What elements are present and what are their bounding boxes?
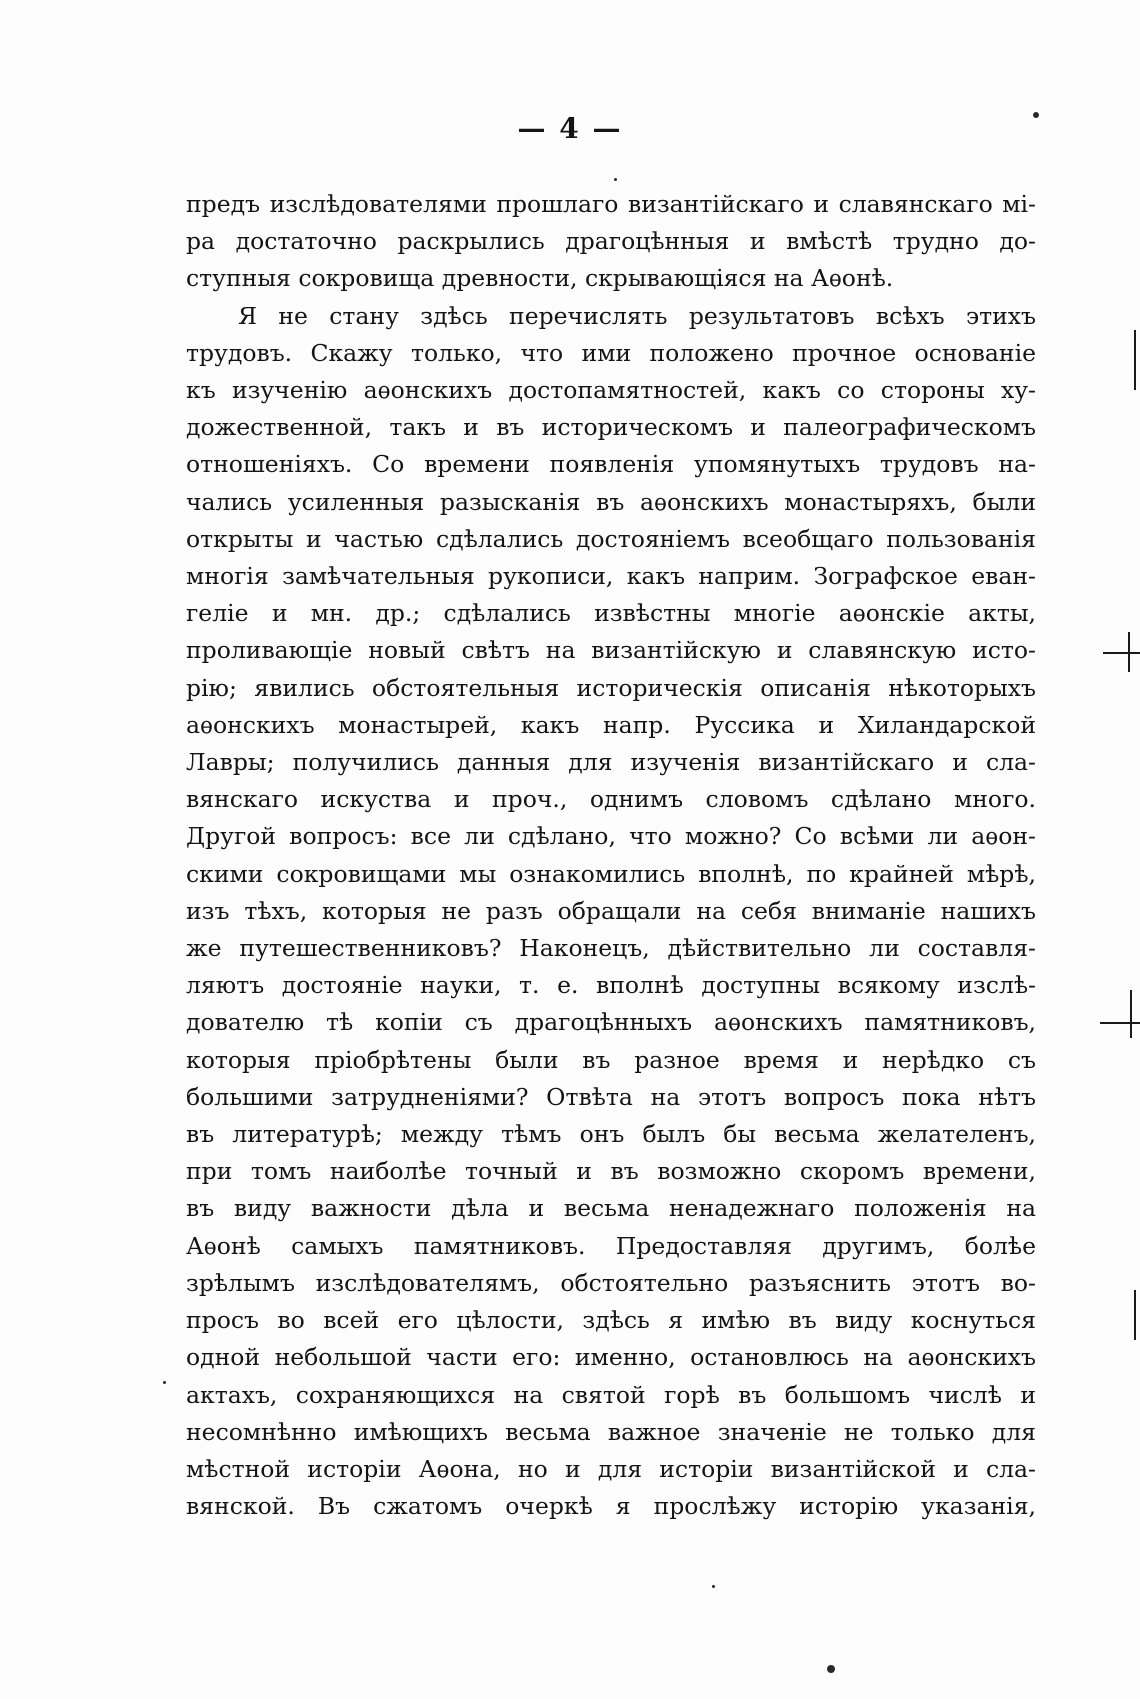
- text-line: предъ изслѣдователями прошлаго византійскаго и славянскаго мі-: [186, 190, 1036, 218]
- text-line: трудовъ. Скажу только, что ими положено прочное основаніе: [186, 338, 1036, 367]
- text-line: въ виду важности дѣла и весьма ненадежнаго положенія на: [186, 1194, 1036, 1223]
- scan-edge-mark: [1134, 330, 1136, 390]
- text-line: изъ тѣхъ, которыя не разъ обращали на себя вниманіе нашихъ: [186, 896, 1036, 925]
- paragraph-2: [186, 298, 1036, 1526]
- text-line: геліе и мн. др.; сдѣлались извѣстны многіе аѳонскіе акты,: [186, 599, 1036, 628]
- scan-edge-mark: [1134, 1290, 1136, 1340]
- text-line: чались усиленныя разысканія въ аѳонскихъ монастыряхъ, были: [186, 487, 1036, 516]
- ink-speck: [1033, 112, 1039, 118]
- text-line: Лавры; получились данныя для изученія византійскаго и сла-: [186, 748, 1036, 777]
- text-line: актахъ, сохраняющихся на святой горѣ въ большомъ числѣ и: [186, 1380, 1036, 1409]
- scan-edge-mark: [1100, 1022, 1140, 1024]
- text-line: открыты и частью сдѣлались достояніемъ всеобщаго пользованія: [186, 524, 1036, 553]
- text-line: проливающіе новый свѣтъ на византійскую и славянскую исто-: [186, 636, 1036, 665]
- paragraph-1: [186, 186, 1036, 298]
- text-line: рію; явились обстоятельныя историческія описанія нѣкоторыхъ: [186, 673, 1036, 702]
- text-line: при томъ наиболѣе точный и въ возможно скоромъ времени,: [186, 1157, 1036, 1186]
- text-line: несомнѣнно имѣющихъ весьма важное значеніе не только для: [186, 1417, 1036, 1446]
- scan-edge-mark: [1128, 632, 1130, 672]
- text-line: дователю тѣ копіи съ драгоцѣнныхъ аѳонскихъ памятниковъ,: [186, 1008, 1036, 1037]
- text-line: дожественной, такъ и въ историческомъ и палеографическомъ: [186, 413, 1036, 442]
- text-line: въ литературѣ; между тѣмъ онъ былъ бы весьма желателенъ,: [186, 1120, 1036, 1149]
- text-line: отношеніяхъ. Со времени появленія упомянутыхъ трудовъ на-: [186, 450, 1036, 479]
- text-line: скими сокровищами мы ознакомились вполнѣ, по крайней мѣрѣ,: [186, 859, 1036, 888]
- text-line: Я не стану здѣсь перечислять результатовъ всѣхъ этихъ: [238, 301, 1036, 330]
- text-line: Аѳонѣ самыхъ памятниковъ. Предоставляя другимъ, болѣе: [186, 1231, 1036, 1260]
- text-line: которыя пріобрѣтены были въ разное время и нерѣдко съ: [186, 1045, 1036, 1074]
- ink-speck: [614, 178, 617, 181]
- text-line: одной небольшой части его: именно, остановлюсь на аѳонскихъ: [186, 1343, 1036, 1372]
- ink-speck: [827, 1665, 835, 1673]
- text-line: вянскаго искуства и проч., однимъ словомъ сдѣлано много.: [186, 785, 1036, 814]
- text-line: многія замѣчательныя рукописи, какъ наприм. Зографское еван-: [186, 562, 1036, 591]
- scan-edge-mark: [1103, 652, 1140, 654]
- text-line: Другой вопросъ: все ли сдѣлано, что можно? Со всѣми ли аѳон-: [186, 822, 1036, 851]
- ink-speck: [712, 1585, 715, 1588]
- text-line: ра достаточно раскрылись драгоцѣнныя и вмѣстѣ трудно до-: [186, 227, 1036, 256]
- ink-speck: [163, 1381, 166, 1384]
- text-line: же путешественниковъ? Наконецъ, дѣйствительно ли составля-: [186, 934, 1036, 963]
- body-text: [186, 186, 1036, 1525]
- text-line: большими затрудненіями? Отвѣта на этотъ вопросъ пока нѣтъ: [186, 1082, 1036, 1111]
- text-line: ляютъ достояніе науки, т. е. вполнѣ доступны всякому изслѣ-: [186, 971, 1036, 1000]
- text-line: зрѣлымъ изслѣдователямъ, обстоятельно разъяснить этотъ во-: [186, 1268, 1036, 1297]
- text-line: вянской. Въ сжатомъ очеркѣ я прослѣжу исторію указанія,: [186, 1492, 1036, 1521]
- text-line: ступныя сокровища древности, скрывающіяся на Аѳонѣ.: [186, 264, 894, 293]
- text-line: къ изученію аѳонскихъ достопамятностей, какъ со стороны ху-: [186, 376, 1036, 405]
- text-line: аѳонскихъ монастырей, какъ напр. Руссика и Хиландарской: [186, 710, 1036, 739]
- scan-edge-mark: [1130, 990, 1132, 1038]
- text-line: просъ во всей его цѣлости, здѣсь я имѣю въ виду коснуться: [186, 1306, 1036, 1335]
- page-number: — 4 —: [517, 112, 623, 145]
- text-line: мѣстной исторіи Аѳона, но и для исторіи византійской и сла-: [186, 1454, 1036, 1483]
